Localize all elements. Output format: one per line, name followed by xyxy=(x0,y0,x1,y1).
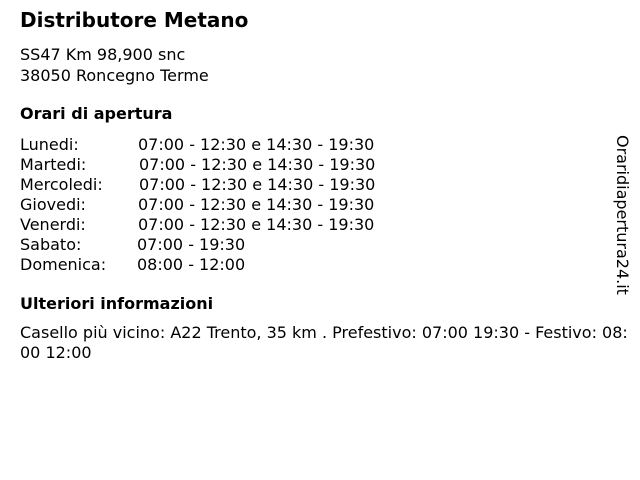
day-label: Sabato: xyxy=(20,235,82,254)
day-label: Lunedi: xyxy=(20,135,79,154)
day-label: Mercoledi: xyxy=(20,175,103,194)
further-info-heading: Ulteriori informazioni xyxy=(20,294,214,313)
time-range: 07:00 - 12:30 e 14:30 - 19:30 xyxy=(138,215,375,234)
time-range: 07:00 - 12:30 e 14:30 - 19:30 xyxy=(138,195,375,214)
address-city: 38050 Roncegno Terme xyxy=(20,66,209,85)
day-label: Domenica: xyxy=(20,255,107,274)
address xyxy=(20,44,209,86)
time-range: 08:00 - 12:00 xyxy=(137,255,246,274)
opening-hours-heading: Orari di apertura xyxy=(20,104,173,123)
time-range: 07:00 - 12:30 e 14:30 - 19:30 xyxy=(138,135,375,154)
time-range: 07:00 - 12:30 e 14:30 - 19:30 xyxy=(139,175,376,194)
time-range: 07:00 - 19:30 xyxy=(137,235,246,254)
page-title: Distributore Metano xyxy=(20,8,249,32)
time-range: 07:00 - 12:30 e 14:30 - 19:30 xyxy=(139,155,376,174)
brand-watermark xyxy=(611,135,633,310)
further-info-text: Casello più vicino: A22 Trento, 35 km . Prefestivo: 07:00 19:30 - Festivo: 08:00 12:00 xyxy=(20,323,628,362)
address-street: SS47 Km 98,900 snc xyxy=(20,45,186,64)
brand-text: Oraridiapertura24.it xyxy=(613,135,632,295)
day-label: Giovedi: xyxy=(20,195,86,214)
day-label: Venerdi: xyxy=(20,215,86,234)
day-label: Martedi: xyxy=(20,155,87,174)
